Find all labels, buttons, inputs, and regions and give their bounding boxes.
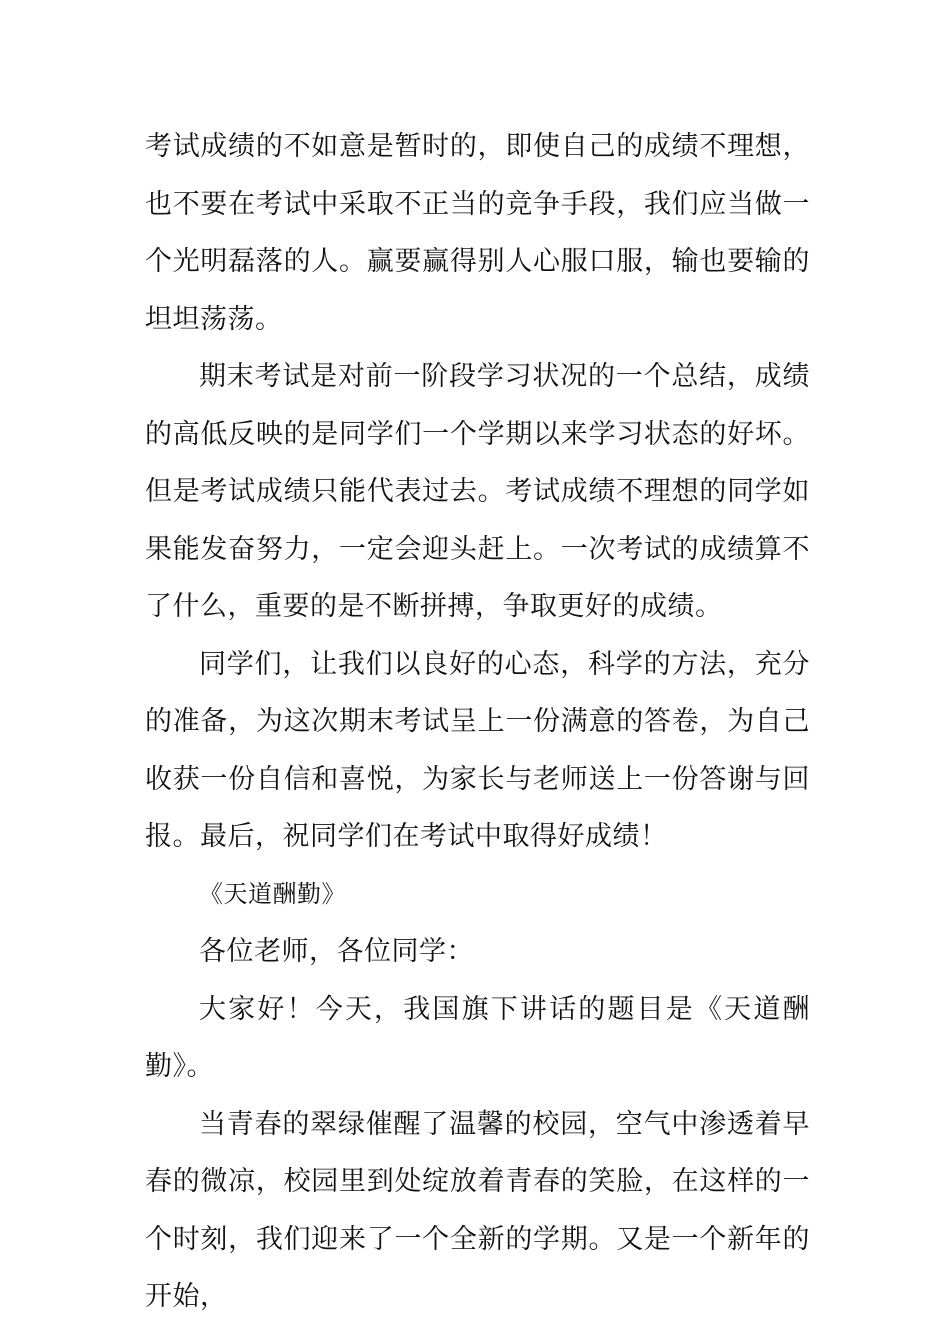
paragraph-1: 考试成绩的不如意是暂时的，即使自己的成绩不理想，也不要在考试中采取不正当的竞争手段，我们应当做一个光明磊落的人。赢要赢得别人心服口服，输也要输的坦坦荡荡。 xyxy=(145,131,810,335)
document-body xyxy=(145,118,810,1326)
paragraph-4: 当青春的翠绿催醒了温馨的校园，空气中渗透着早春的微凉，校园里到处绽放着青春的笑脸，在这样的一个时刻，我们迎来了一个全新的学期。又是一个新年的开始， xyxy=(145,1108,810,1312)
speech-title: 《天道酬勤》 xyxy=(199,879,346,908)
paragraph-3: 同学们，让我们以良好的心态，科学的方法，充分的准备，为这次期末考试呈上一份满意的答卷，为自己收获一份自信和喜悦，为家长与老师送上一份答谢与回报。最后，祝同学们在考试中取得好成绩！ xyxy=(145,648,810,852)
paragraph-2: 期末考试是对前一阶段学习状况的一个总结，成绩的高低反映的是同学们一个学期以来学习状态的好坏。但是考试成绩只能代表过去。考试成绩不理想的同学如果能发奋努力，一定会迎头赶上。一次考试的成绩算不了什么，重要的是不断拼搏，争取更好的成绩。 xyxy=(145,361,810,622)
speech-opening: 大家好！今天，我国旗下讲话的题目是《天道酬勤》。 xyxy=(145,993,810,1082)
speech-greeting: 各位老师，各位同学： xyxy=(199,936,474,967)
